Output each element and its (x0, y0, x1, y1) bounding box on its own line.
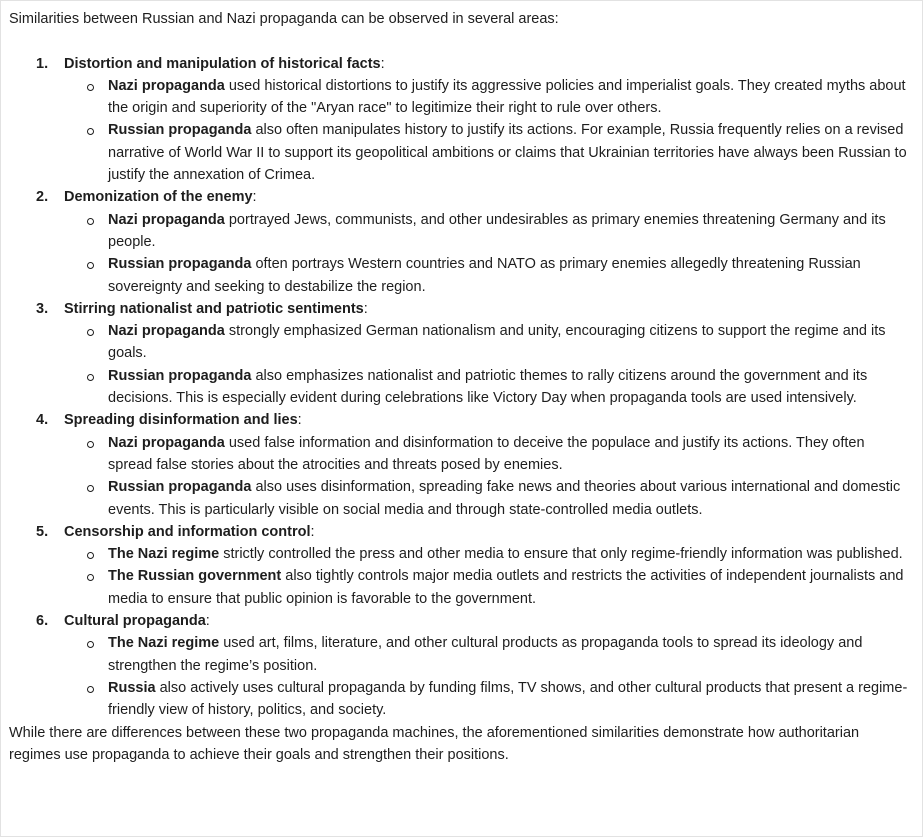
bullet-lead: Nazi propaganda (108, 211, 225, 228)
list-item-3 (9, 298, 912, 409)
bullet-text: also actively uses cultural propaganda by funding films, TV shows, and other cultural products that present a regime-friendly view of history, politics, and society. (108, 679, 908, 719)
item-heading-colon: : (297, 412, 302, 429)
list-item-2 (9, 186, 912, 297)
item-number: 5. (36, 523, 49, 540)
circle-bullet-icon (87, 552, 94, 559)
bullet-text: strictly controlled the press and other media to ensure that only regime-friendly information was published. (219, 546, 903, 563)
bullet-item (9, 75, 912, 120)
circle-bullet-icon (87, 329, 94, 336)
bullet-text: used historical distortions to justify its aggressive policies and imperialist goals. They created myths about the origin and superiority of the "Aryan race" to legitimize their right to rule over others. (108, 77, 906, 117)
circle-bullet-icon (87, 218, 94, 225)
item-heading-colon: : (205, 613, 210, 630)
item-heading-colon: : (363, 300, 368, 317)
bullet-text: also emphasizes nationalist and patriotic themes to rally citizens around the government and its decisions. This is especially evident during celebrations like Victory Day when propaganda tools are used intensively. (108, 367, 868, 407)
item-heading-text: Spreading disinformation and lies (64, 412, 298, 429)
item-heading (9, 298, 912, 320)
bullet-text: also uses disinformation, spreading fake news and theories about various international and domestic events. This is particularly visible on social media and through state-controlled media outlets. (108, 479, 901, 518)
item-heading (9, 521, 912, 543)
circle-bullet-icon (87, 128, 94, 135)
bullet-lead: The Nazi regime (108, 635, 220, 652)
bullet-item (9, 476, 912, 521)
item-number: 4. (36, 412, 49, 429)
bullet-text: also tightly controls major media outlets and restricts the activities of independent journalists and media to ensure that public opinion is favorable to the government. (108, 568, 904, 607)
bullet-lead: Russian propaganda (108, 367, 252, 384)
item-heading-text: Demonization of the enemy (64, 189, 253, 206)
bullet-lead: Nazi propaganda (108, 323, 225, 340)
list-item-6 (9, 610, 912, 721)
item-number: 1. (36, 55, 49, 72)
bullet-item (9, 209, 912, 254)
bullet-lead: Nazi propaganda (108, 77, 225, 94)
bullet-item (9, 565, 912, 610)
bullet-lead: The Russian government (108, 568, 282, 585)
item-heading-colon: : (310, 523, 315, 540)
bullet-lead: Russian propaganda (108, 256, 252, 273)
item-heading-colon: : (380, 55, 385, 72)
bullet-item (9, 320, 912, 365)
item-heading (9, 53, 912, 75)
numbered-list (9, 53, 912, 722)
list-item-1 (9, 53, 912, 187)
item-heading-text: Censorship and information control (64, 523, 311, 540)
item-heading-text: Distortion and manipulation of historical facts (64, 55, 381, 72)
item-number: 3. (36, 300, 49, 317)
bullet-item (9, 632, 912, 677)
bullet-item (9, 119, 912, 186)
bullet-lead: Russia (108, 679, 156, 696)
bullet-item (9, 365, 912, 410)
bullet-lead: Russian propaganda (108, 479, 252, 496)
bullet-text: used art, films, literature, and other cultural products as propaganda tools to spread its ideology and strengthen the regime’s position. (108, 635, 863, 674)
bullet-text: portrayed Jews, communists, and other undesirables as primary enemies threatening Germany and its people. (108, 211, 886, 250)
bullet-item (9, 253, 912, 298)
circle-bullet-icon (87, 641, 94, 648)
bullet-text: also often manipulates history to justify its actions. For example, Russia frequently relies on a revised narrative of World War II to support its geopolitical ambitions or claims that Ukrainian territories have always been Russian to justify the annexation of Crimea. (108, 122, 907, 184)
item-heading (9, 186, 912, 208)
bullet-text: strongly emphasized German nationalism and unity, encouraging citizens to support the regime and its goals. (108, 323, 886, 362)
item-heading (9, 610, 912, 632)
bullet-text: often portrays Western countries and NATO as primary enemies allegedly threatening Russian sovereignty and seeking to destabilize the region. (108, 256, 861, 295)
list-item-5 (9, 521, 912, 610)
item-heading-text: Cultural propaganda (64, 613, 206, 630)
bullet-text: used false information and disinformation to deceive the populace and justify its actions. They often spread false stories about the atrocities and threats posed by enemies. (108, 434, 865, 473)
circle-bullet-icon (87, 441, 94, 448)
circle-bullet-icon (87, 574, 94, 581)
circle-bullet-icon (87, 374, 94, 381)
bullet-lead: Russian propaganda (108, 122, 252, 139)
item-heading (9, 409, 912, 431)
bullet-lead: Nazi propaganda (108, 434, 225, 451)
item-number: 6. (36, 613, 49, 630)
bullet-lead: The Nazi regime (108, 546, 220, 563)
circle-bullet-icon (87, 485, 94, 492)
item-heading-text: Stirring nationalist and patriotic sentiments (64, 300, 364, 317)
list-item-4 (9, 409, 912, 520)
circle-bullet-icon (87, 686, 94, 693)
item-heading-colon: : (252, 189, 257, 206)
item-number: 2. (36, 189, 49, 206)
circle-bullet-icon (87, 262, 94, 269)
bullet-item (9, 543, 912, 565)
bullet-item (9, 432, 912, 477)
closing-paragraph: While there are differences between these two propaganda machines, the aforementioned similarities demonstrate how authoritarian regimes use propaganda to achieve their goals and strengthen their positions. (9, 724, 860, 763)
bullet-item (9, 677, 912, 722)
circle-bullet-icon (87, 84, 94, 91)
intro-paragraph: Similarities between Russian and Nazi propaganda can be observed in several areas: (9, 11, 559, 27)
